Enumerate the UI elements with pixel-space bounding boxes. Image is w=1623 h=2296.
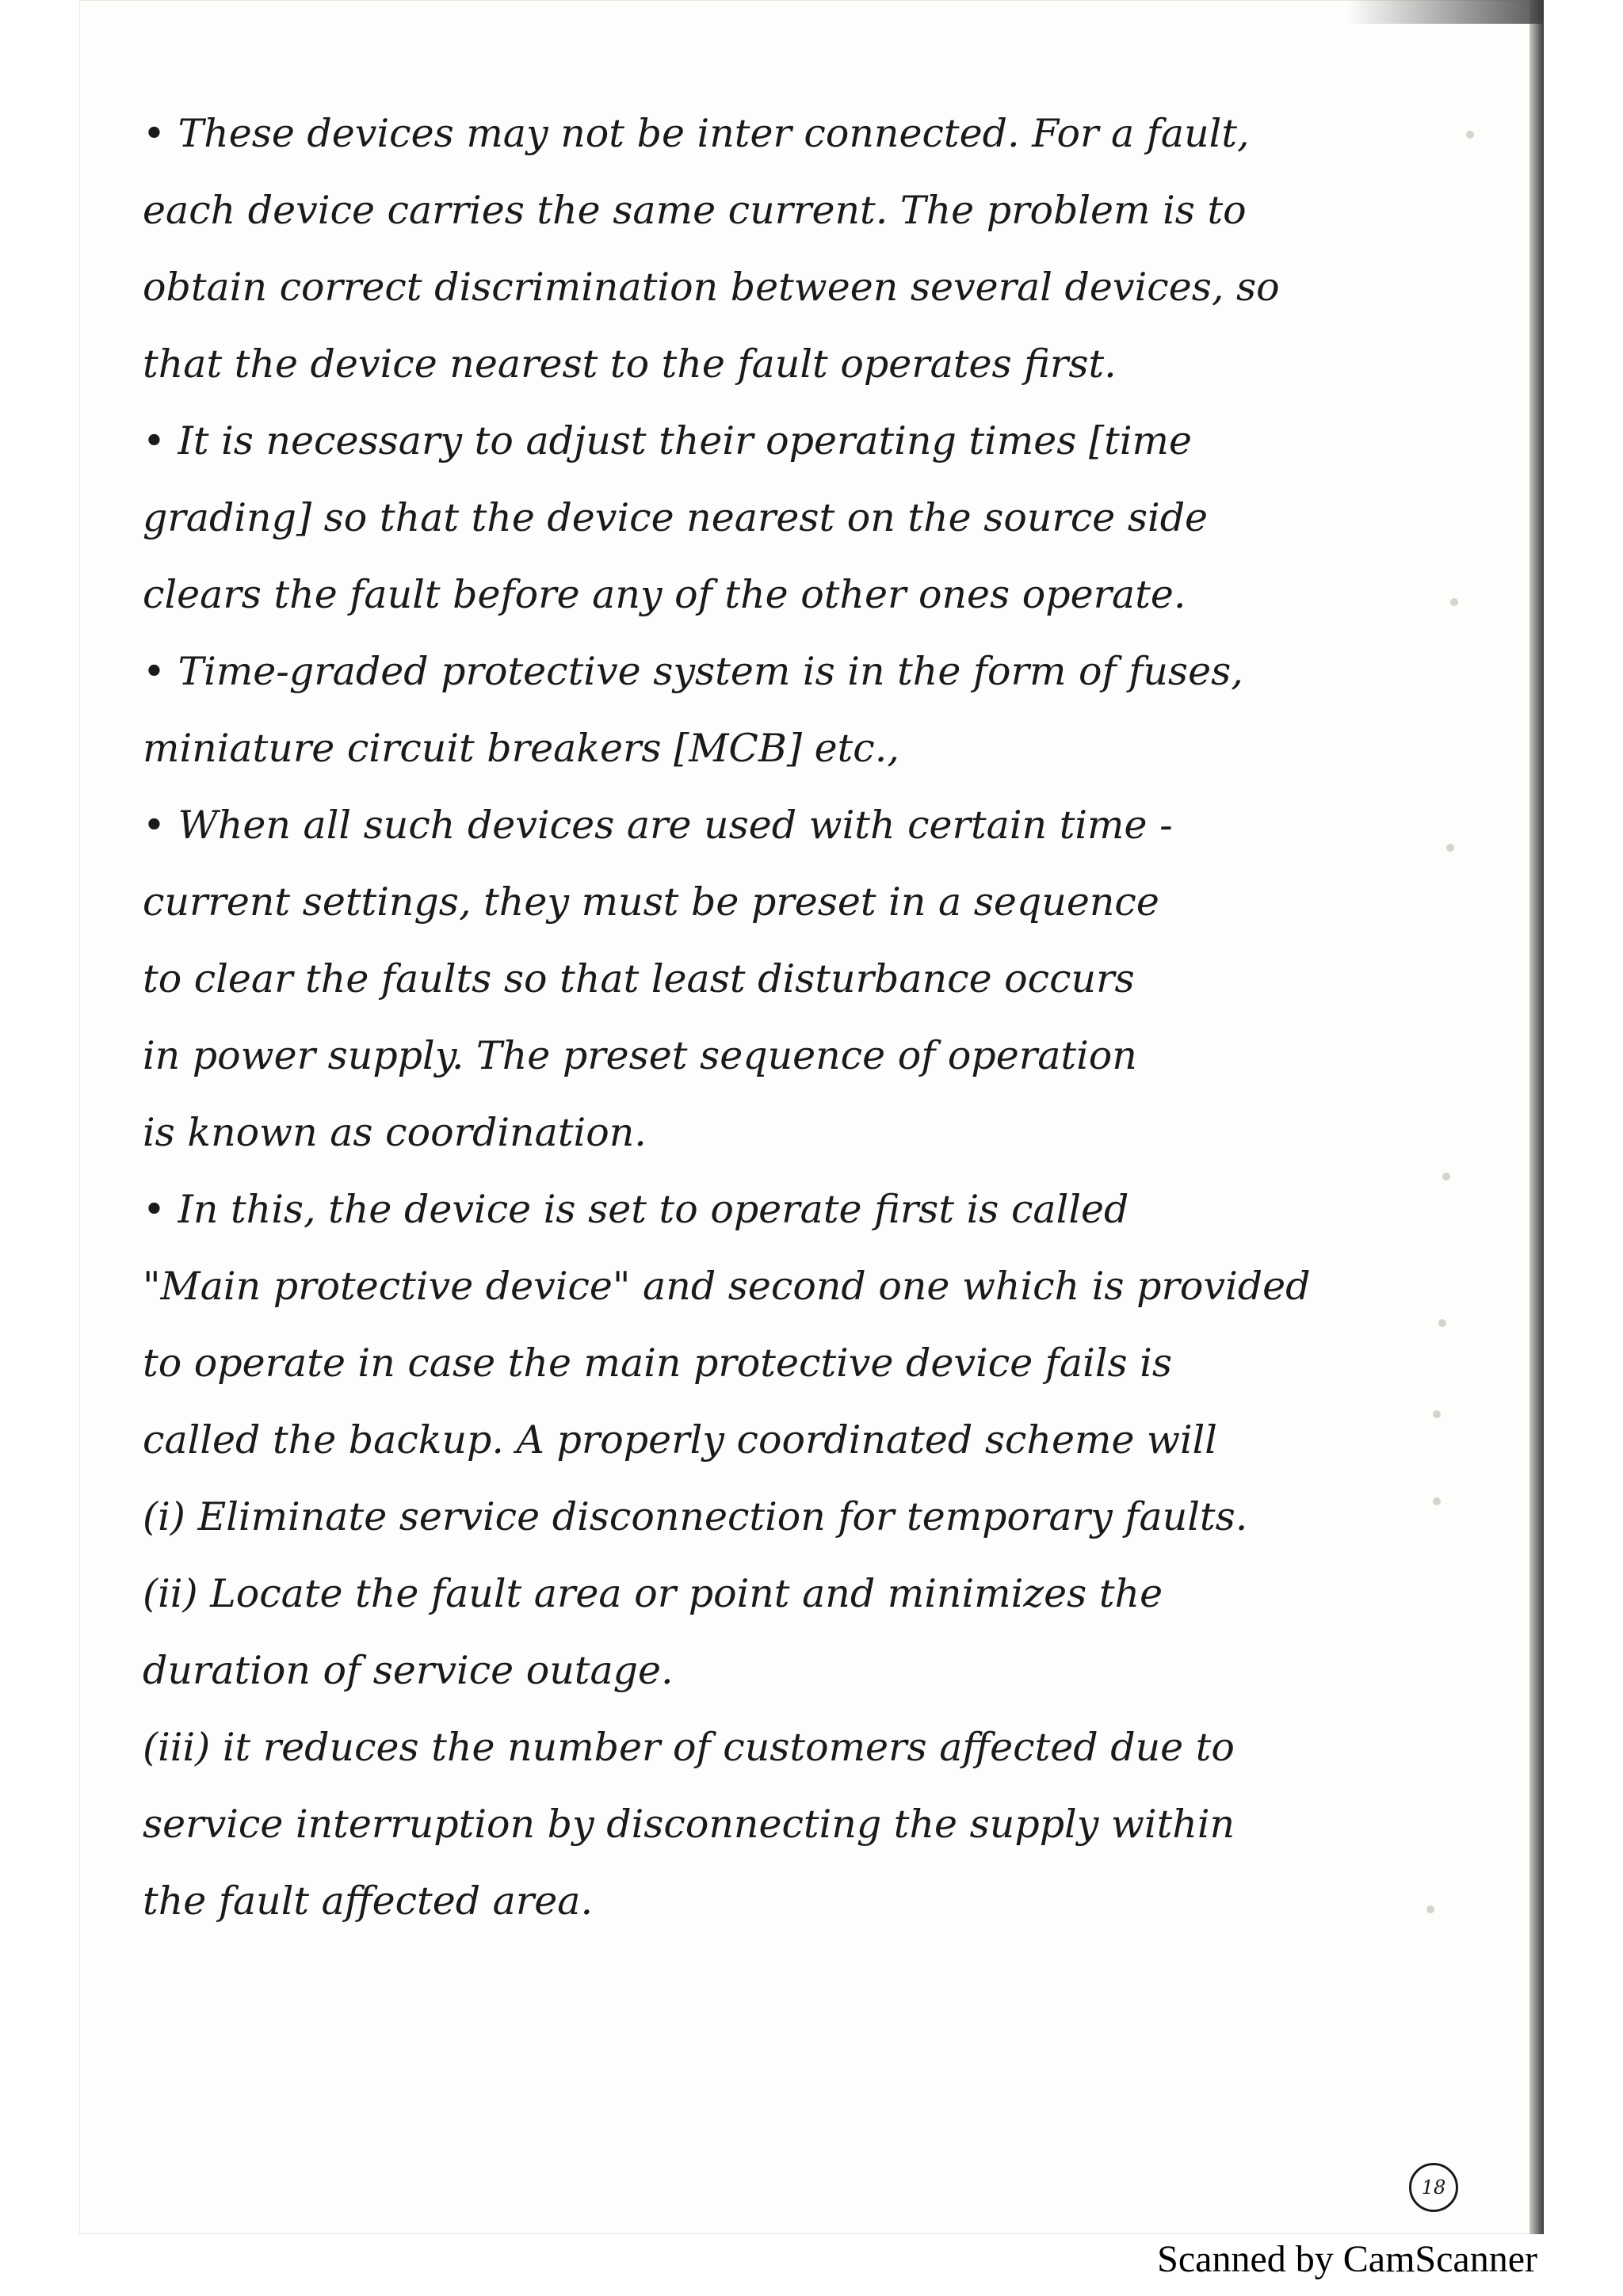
margin-dot <box>1442 1173 1450 1180</box>
margin-dot <box>1433 1410 1441 1418</box>
text-line: each device carries the same current. The problem is to <box>143 188 1247 233</box>
text-line: is known as coordination. <box>143 1110 647 1155</box>
text-line: (ii) Locate the fault area or point and minimizes the <box>143 1571 1163 1616</box>
text-line: • Time-graded protective system is in the form of fuses, <box>143 649 1243 694</box>
text-line: obtain correct discrimination between several devices, so <box>143 265 1280 310</box>
text-line: • These devices may not be inter connected. For a fault, <box>143 111 1250 156</box>
text-line: • In this, the device is set to operate first is called <box>143 1187 1129 1232</box>
text-line: grading] so that the device nearest on the source side <box>143 495 1209 540</box>
text-line: (i) Eliminate service disconnection for temporary faults. <box>143 1494 1248 1539</box>
text-line: "Main protective device" and second one which is provided <box>143 1264 1311 1309</box>
paper-corner-shadow <box>1347 0 1544 24</box>
text-line: miniature circuit breakers [MCB] etc., <box>143 726 899 771</box>
text-line: (iii) it reduces the number of customers affected due to <box>143 1725 1235 1770</box>
paper-edge-shadow <box>1529 0 1544 2234</box>
scanner-watermark: Scanned by CamScanner <box>1157 2238 1537 2280</box>
page-number: 18 <box>1409 2163 1458 2212</box>
text-line: clears the fault before any of the other ones operate. <box>143 572 1186 617</box>
text-line: duration of service outage. <box>143 1648 674 1693</box>
margin-dot <box>1450 598 1458 606</box>
margin-dot <box>1433 1497 1441 1505</box>
margin-dot <box>1466 131 1474 139</box>
text-line: that the device nearest to the fault operates first. <box>143 341 1117 387</box>
margin-dot <box>1438 1319 1446 1327</box>
handwritten-notes <box>143 95 1379 1939</box>
text-line: current settings, they must be preset in a sequence <box>143 879 1159 925</box>
text-line: • When all such devices are used with certain time - <box>143 803 1173 848</box>
text-line: in power supply. The preset sequence of operation <box>143 1033 1137 1078</box>
text-line: the fault affected area. <box>143 1878 594 1924</box>
text-line: • It is necessary to adjust their operating times [time <box>143 418 1192 463</box>
text-line: service interruption by disconnecting the supply within <box>143 1802 1235 1847</box>
margin-dot <box>1426 1905 1434 1913</box>
text-line: to clear the faults so that least disturbance occurs <box>143 956 1135 1001</box>
text-line: called the backup. A properly coordinated scheme will <box>143 1417 1217 1463</box>
margin-dot <box>1446 844 1454 852</box>
text-line: to operate in case the main protective device fails is <box>143 1341 1173 1386</box>
